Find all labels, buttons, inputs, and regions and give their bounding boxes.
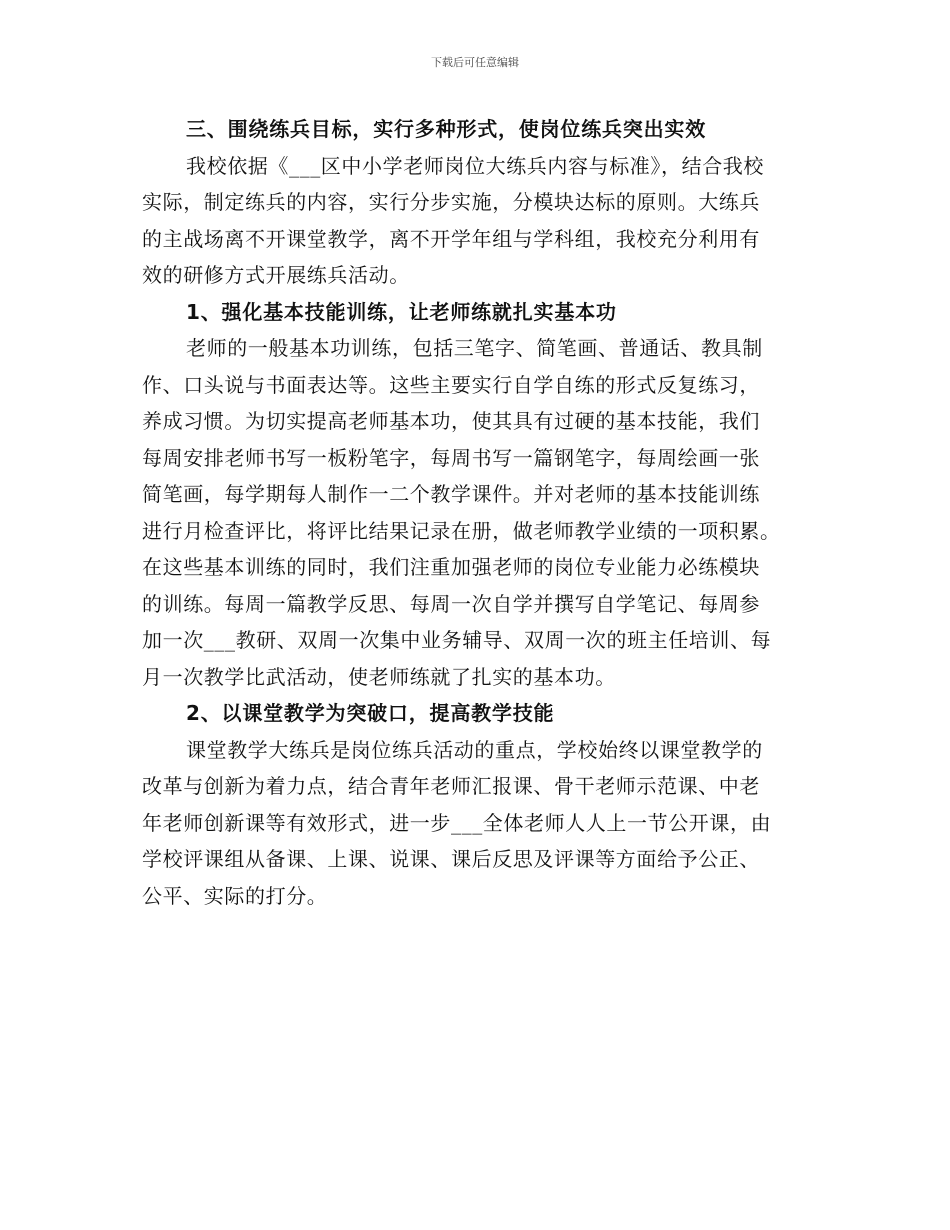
paragraph-line: 课堂教学大练兵是岗位练兵活动的重点，学校始终以课堂教学的 — [186, 737, 763, 762]
paragraph-line: 年老师创新课等有效形式，进一步___全体老师人人上一节公开课，由 — [142, 810, 772, 835]
paragraph-line: 进行月检查评比，将评比结果记录在册，做老师教学业绩的一项积累。 — [142, 518, 781, 543]
paragraph-line: 加一次___教研、双周一次集中业务辅导、双周一次的班主任培训、每 — [142, 628, 772, 652]
section-title: 三、围绕练兵目标，实行多种形式，使岗位练兵突出实效 — [186, 117, 706, 141]
paragraph-line: 我校依据《___区中小学老师岗位大练兵内容与标准》，结合我校 — [186, 153, 764, 178]
paragraph-line: 简笔画，每学期每人制作一二个教学课件。并对老师的基本技能训练 — [142, 482, 760, 506]
paragraph-line: 月一次教学比武活动，使老师练就了扎实的基本功。 — [142, 664, 616, 689]
paragraph-line: 实际，制定练兵的内容，实行分步实施，分模块达标的原则。大练兵 — [142, 190, 760, 214]
subsection-title: 2、以课堂教学为突破口，提高教学技能 — [186, 701, 555, 725]
paragraph-line: 改革与创新为着力点，结合青年老师汇报课、骨干老师示范课、中老 — [142, 774, 760, 798]
paragraph-line: 公平、实际的打分。 — [142, 883, 328, 908]
header-note: 下载后可任意编辑 — [431, 56, 519, 69]
paragraph-line: 效的研修方式开展练兵活动。 — [142, 263, 410, 287]
paragraph-line: 老师的一般基本功训练，包括三笔字、简笔画、普通话、教具制 — [186, 336, 763, 360]
paragraph-line: 的主战场离不开课堂教学，离不开学年组与学科组，我校充分利用有 — [142, 226, 760, 251]
subsection-title: 1、强化基本技能训练，让老师练就扎实基本功 — [186, 299, 617, 324]
paragraph-line: 养成习惯。为切实提高老师基本功，使其具有过硬的基本技能，我们 — [142, 409, 760, 433]
paragraph-line: 每周安排老师书写一板粉笔字，每周书写一篇钢笔字，每周绘画一张 — [142, 445, 760, 470]
paragraph-line: 作、口头说与书面表达等。这些主要实行自学自练的形式反复练习， — [142, 372, 760, 397]
paragraph-line: 在这些基本训练的同时，我们注重加强老师的岗位专业能力必练模块 — [142, 555, 760, 579]
paragraph-line: 学校评课组从备课、上课、说课、课后反思及评课等方面给予公正、 — [142, 847, 760, 871]
paragraph-line: 的训练。每周一篇教学反思、每周一次自学并撰写自学笔记、每周参 — [142, 591, 760, 616]
document-body — [142, 111, 832, 914]
